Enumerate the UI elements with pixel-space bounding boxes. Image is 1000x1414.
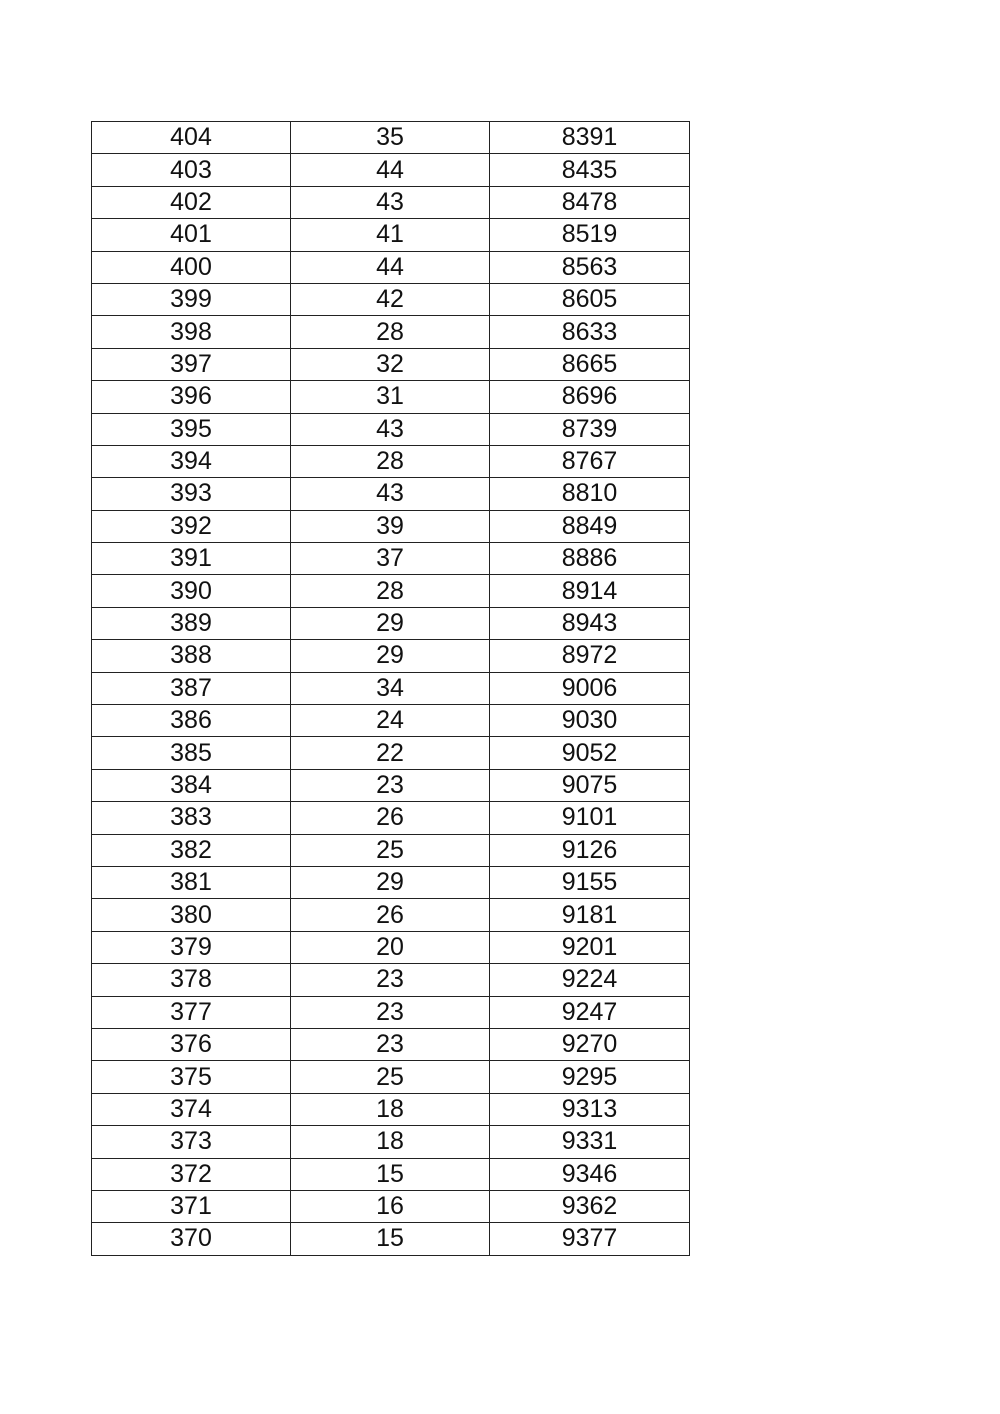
score-cell: 401: [92, 219, 291, 251]
table-row: [92, 122, 690, 154]
count-cell: 37: [291, 543, 490, 575]
table-row: [92, 348, 690, 380]
score-cell: 389: [92, 607, 291, 639]
count-cell: 29: [291, 640, 490, 672]
cumulative-cell: 9270: [490, 1028, 690, 1060]
count-cell: 23: [291, 1028, 490, 1060]
cumulative-cell: 8914: [490, 575, 690, 607]
score-cell: 380: [92, 899, 291, 931]
table-row: [92, 219, 690, 251]
table-row: [92, 705, 690, 737]
cumulative-cell: 9155: [490, 866, 690, 898]
count-cell: 28: [291, 316, 490, 348]
cumulative-cell: 9006: [490, 672, 690, 704]
score-cell: 372: [92, 1158, 291, 1190]
table-row: [92, 316, 690, 348]
cumulative-cell: 9247: [490, 996, 690, 1028]
count-cell: 26: [291, 802, 490, 834]
score-cell: 398: [92, 316, 291, 348]
score-cell: 383: [92, 802, 291, 834]
cumulative-cell: 9331: [490, 1126, 690, 1158]
score-cell: 374: [92, 1093, 291, 1125]
count-cell: 42: [291, 283, 490, 315]
count-cell: 20: [291, 931, 490, 963]
score-cell: 393: [92, 478, 291, 510]
count-cell: 15: [291, 1158, 490, 1190]
cumulative-cell: 8633: [490, 316, 690, 348]
table-row: [92, 640, 690, 672]
score-cell: 392: [92, 510, 291, 542]
count-cell: 29: [291, 607, 490, 639]
cumulative-cell: 8810: [490, 478, 690, 510]
count-cell: 18: [291, 1126, 490, 1158]
cumulative-cell: 8767: [490, 445, 690, 477]
count-cell: 23: [291, 964, 490, 996]
score-cell: 376: [92, 1028, 291, 1060]
score-cell: 386: [92, 705, 291, 737]
score-cell: 403: [92, 154, 291, 186]
cumulative-cell: 9377: [490, 1223, 690, 1255]
count-cell: 24: [291, 705, 490, 737]
table-row: [92, 478, 690, 510]
table-row: [92, 802, 690, 834]
table-row: [92, 251, 690, 283]
score-cell: 400: [92, 251, 291, 283]
score-cell: 385: [92, 737, 291, 769]
count-cell: 15: [291, 1223, 490, 1255]
score-cell: 384: [92, 769, 291, 801]
score-cell: 375: [92, 1061, 291, 1093]
score-cell: 378: [92, 964, 291, 996]
score-cell: 371: [92, 1190, 291, 1222]
cumulative-cell: 8563: [490, 251, 690, 283]
score-cell: 377: [92, 996, 291, 1028]
count-cell: 16: [291, 1190, 490, 1222]
cumulative-cell: 8849: [490, 510, 690, 542]
cumulative-cell: 9101: [490, 802, 690, 834]
table-row: [92, 510, 690, 542]
count-cell: 32: [291, 348, 490, 380]
table-row: [92, 866, 690, 898]
cumulative-cell: 8665: [490, 348, 690, 380]
cumulative-cell: 9201: [490, 931, 690, 963]
cumulative-cell: 9075: [490, 769, 690, 801]
count-cell: 28: [291, 575, 490, 607]
table-row: [92, 283, 690, 315]
table-row: [92, 834, 690, 866]
score-cell: 402: [92, 186, 291, 218]
count-cell: 23: [291, 996, 490, 1028]
count-cell: 18: [291, 1093, 490, 1125]
score-cell: 388: [92, 640, 291, 672]
table-row: [92, 996, 690, 1028]
score-cell: 381: [92, 866, 291, 898]
score-cell: 370: [92, 1223, 291, 1255]
cumulative-cell: 8391: [490, 122, 690, 154]
count-cell: 28: [291, 445, 490, 477]
cumulative-cell: 9052: [490, 737, 690, 769]
cumulative-cell: 8696: [490, 381, 690, 413]
cumulative-cell: 8739: [490, 413, 690, 445]
score-cell: 396: [92, 381, 291, 413]
cumulative-cell: 8943: [490, 607, 690, 639]
table-row: [92, 1158, 690, 1190]
table-row: [92, 575, 690, 607]
cumulative-cell: 8886: [490, 543, 690, 575]
cumulative-cell: 9224: [490, 964, 690, 996]
table-body: [92, 122, 690, 1256]
count-cell: 44: [291, 154, 490, 186]
table-row: [92, 607, 690, 639]
score-cell: 397: [92, 348, 291, 380]
count-cell: 29: [291, 866, 490, 898]
count-cell: 34: [291, 672, 490, 704]
table-row: [92, 154, 690, 186]
cumulative-cell: 9030: [490, 705, 690, 737]
cumulative-cell: 9313: [490, 1093, 690, 1125]
cumulative-cell: 9362: [490, 1190, 690, 1222]
score-cell: 379: [92, 931, 291, 963]
cumulative-cell: 8478: [490, 186, 690, 218]
count-cell: 43: [291, 186, 490, 218]
cumulative-cell: 8605: [490, 283, 690, 315]
score-cell: 390: [92, 575, 291, 607]
score-table: [91, 121, 690, 1256]
table-row: [92, 445, 690, 477]
cumulative-cell: 9295: [490, 1061, 690, 1093]
score-cell: 395: [92, 413, 291, 445]
count-cell: 25: [291, 1061, 490, 1093]
count-cell: 39: [291, 510, 490, 542]
table-row: [92, 186, 690, 218]
table-row: [92, 931, 690, 963]
table-row: [92, 543, 690, 575]
score-cell: 373: [92, 1126, 291, 1158]
count-cell: 26: [291, 899, 490, 931]
cumulative-cell: 9346: [490, 1158, 690, 1190]
count-cell: 41: [291, 219, 490, 251]
table-row: [92, 769, 690, 801]
table-row: [92, 381, 690, 413]
score-cell: 387: [92, 672, 291, 704]
table-row: [92, 1093, 690, 1125]
table-row: [92, 1223, 690, 1255]
table-row: [92, 1028, 690, 1060]
count-cell: 44: [291, 251, 490, 283]
count-cell: 25: [291, 834, 490, 866]
table-row: [92, 737, 690, 769]
score-cell: 382: [92, 834, 291, 866]
table-row: [92, 1126, 690, 1158]
cumulative-cell: 9126: [490, 834, 690, 866]
cumulative-cell: 8519: [490, 219, 690, 251]
cumulative-cell: 9181: [490, 899, 690, 931]
table-row: [92, 413, 690, 445]
count-cell: 43: [291, 413, 490, 445]
table-row: [92, 1190, 690, 1222]
cumulative-cell: 8435: [490, 154, 690, 186]
score-cell: 394: [92, 445, 291, 477]
count-cell: 31: [291, 381, 490, 413]
count-cell: 22: [291, 737, 490, 769]
cumulative-cell: 8972: [490, 640, 690, 672]
table-row: [92, 1061, 690, 1093]
count-cell: 35: [291, 122, 490, 154]
score-cell: 404: [92, 122, 291, 154]
table-row: [92, 672, 690, 704]
count-cell: 23: [291, 769, 490, 801]
score-cell: 399: [92, 283, 291, 315]
count-cell: 43: [291, 478, 490, 510]
score-cell: 391: [92, 543, 291, 575]
table-row: [92, 964, 690, 996]
table-row: [92, 899, 690, 931]
